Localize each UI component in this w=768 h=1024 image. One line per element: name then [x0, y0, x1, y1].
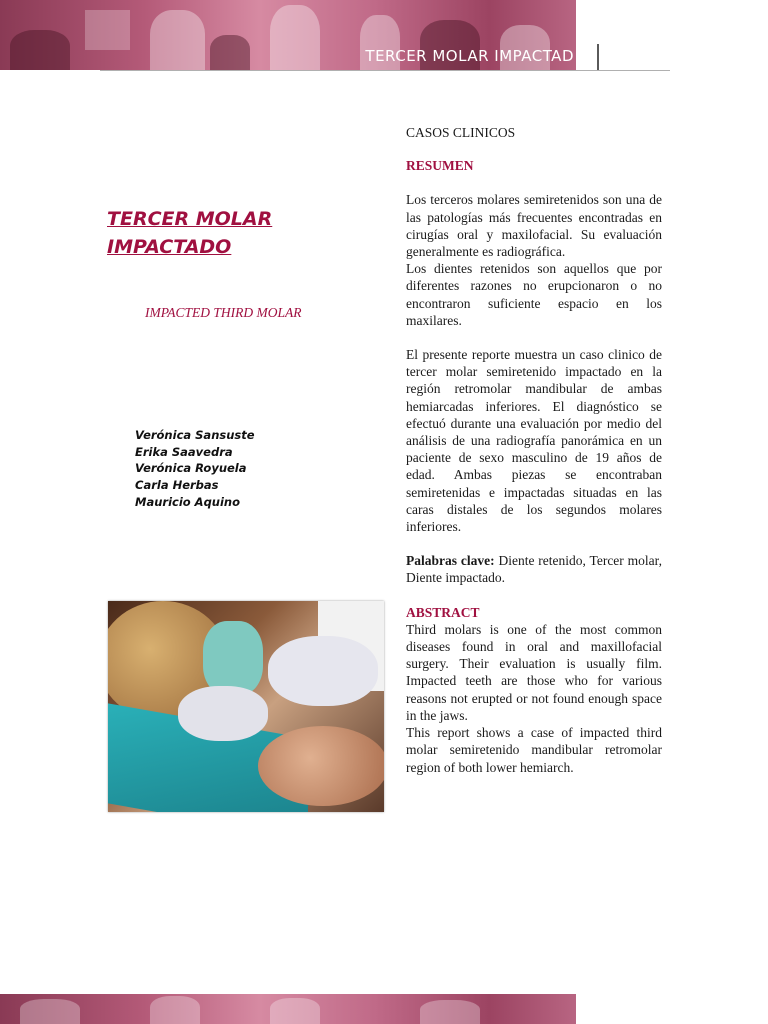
article-body: [406, 124, 662, 776]
resumen-paragraph: El presente reporte muestra un caso clinico de tercer molar semiretenido impactado en la región retromolar mandibular de ambas hemiarcadas inferiores. El diagnóstico se efectuó durante una evaluación por medio del análisis de una radiografía panorámica en un paciente de sexo masculino de 19 años de edad. Ambas piezas se encontraban semiretenidas e impactadas situadas en las caras distales de los segundos molares inferiores.: [406, 347, 662, 535]
header-divider: [597, 44, 599, 71]
author-list: [135, 427, 255, 511]
abstract-heading: ABSTRACT: [406, 604, 480, 620]
resumen-heading: RESUMEN: [406, 158, 474, 174]
header-banner: [0, 0, 576, 70]
author: Verónica Royuela: [135, 461, 247, 476]
keywords: [406, 552, 662, 586]
author: Carla Herbas: [135, 478, 219, 493]
resumen-paragraph: Los dientes retenidos son aquellos que por diferentes razones no erupcionaron o no encontraron suficiente espacio en los maxilares.: [406, 261, 662, 328]
header-rule: [100, 70, 670, 71]
footer-banner: [0, 994, 576, 1024]
article-subtitle: IMPACTED THIRD MOLAR: [145, 305, 302, 320]
author: Mauricio Aquino: [135, 494, 241, 509]
resumen-paragraph: Los terceros molares semiretenidos son una de las patologías más frecuentes encontradas en cirugías oral y maxilofacial. Su evaluación generalmente es radiográfica.: [406, 192, 662, 260]
title-line-1: TERCER MOLAR: [107, 208, 273, 230]
header-title: TERCER MOLAR IMPACTAD: [365, 47, 574, 65]
dental-procedure-photo: [108, 601, 384, 812]
abstract-paragraph: This report shows a case of impacted third molar semiretenido mandibular retromolar region of both lower hemiarch.: [406, 725, 662, 775]
author: Verónica Sansuste: [135, 428, 255, 442]
keywords-text: Diente retenido, Tercer molar, Diente impactado.: [406, 553, 662, 586]
title-line-2: IMPACTADO: [107, 236, 232, 258]
abstract-paragraph: Third molars is one of the most common diseases found in oral and maxillofacial surgery. Their evaluation is usually film. Impacted teeth are those who for various reasons not erupted or not found enough space in the jaws.: [406, 621, 662, 723]
section-label: CASOS CLINICOS: [406, 125, 516, 140]
author: Erika Saavedra: [135, 444, 233, 459]
keywords-label: Palabras clave:: [406, 553, 495, 569]
article-title: [107, 205, 367, 261]
